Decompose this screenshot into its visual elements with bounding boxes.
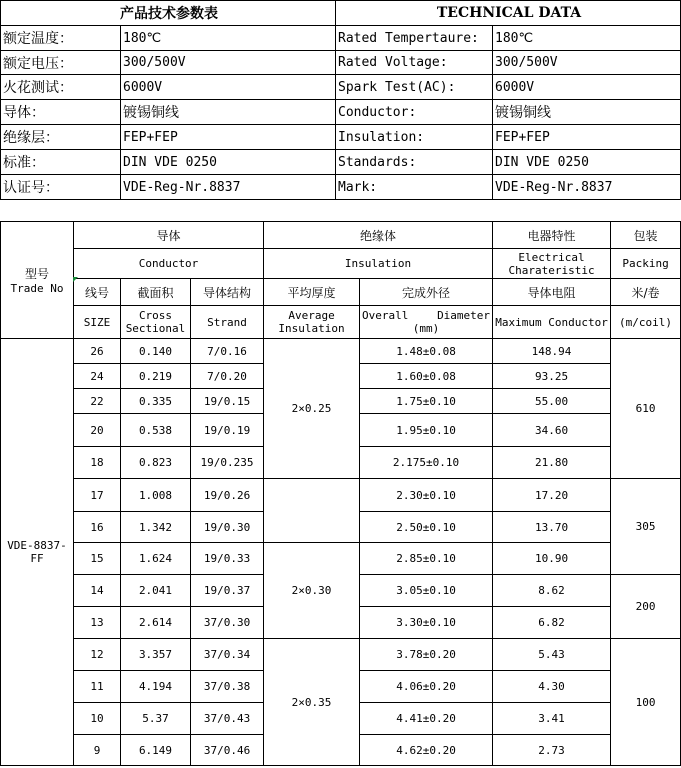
size-cell: 13 <box>74 607 121 639</box>
spec-en-label: Standards: <box>336 150 493 175</box>
size-cell: 18 <box>74 447 121 479</box>
res-cell: 55.00 <box>493 389 611 414</box>
od-cell: 3.30±0.10 <box>360 607 493 639</box>
od-cell: 2.85±0.10 <box>360 543 493 575</box>
cross-cell: 2.614 <box>121 607 191 639</box>
size-header-en: SIZE <box>74 306 121 339</box>
spec-cn-value: DIN VDE 0250 <box>121 150 336 175</box>
res-cell: 3.41 <box>493 703 611 735</box>
avg-group-cell: 2×0.35 <box>264 639 360 766</box>
conductor-group-cn: 导体 <box>74 222 264 249</box>
res-cell: 13.70 <box>493 512 611 543</box>
size-cell: 22 <box>74 389 121 414</box>
spec-row <box>1 26 681 51</box>
res-cell: 10.90 <box>493 543 611 575</box>
strand-cell: 37/0.34 <box>191 639 264 671</box>
spec-cn-label: 标准： <box>1 150 121 175</box>
cross-cell: 1.624 <box>121 543 191 575</box>
cell-comment-marker <box>73 277 78 282</box>
cross-cell: 2.041 <box>121 575 191 607</box>
spec-row <box>1 75 681 100</box>
spec-cn-value: FEP+FEP <box>121 125 336 150</box>
conductor-group-en: Conductor <box>74 249 264 279</box>
od-cell: 2.30±0.10 <box>360 479 493 512</box>
spec-row <box>1 100 681 125</box>
res-header-en: Maximum Conductor <box>493 306 611 339</box>
product-data-table <box>0 221 681 766</box>
od-cell: 2.50±0.10 <box>360 512 493 543</box>
strand-cell: 19/0.33 <box>191 543 264 575</box>
spec-cn-label: 导体： <box>1 100 121 125</box>
pack-header-cn: 米/卷 <box>611 279 681 306</box>
od-cell: 1.48±0.08 <box>360 339 493 364</box>
pack-group-cell: 305 <box>611 479 681 575</box>
res-cell: 2.73 <box>493 735 611 766</box>
model-header-cn: 型号 <box>24 267 49 281</box>
spec-en-label: Insulation: <box>336 125 493 150</box>
pack-header-en: (m/coil) <box>611 306 681 339</box>
packing-group-cn: 包装 <box>611 222 681 249</box>
od-cell: 3.05±0.10 <box>360 575 493 607</box>
pack-group-cell: 610 <box>611 339 681 479</box>
od-cell: 2.175±0.10 <box>360 447 493 479</box>
size-cell: 26 <box>74 339 121 364</box>
res-header-cn: 导体电阻 <box>493 279 611 306</box>
od-cell: 1.95±0.10 <box>360 414 493 447</box>
od-cell: 4.06±0.20 <box>360 671 493 703</box>
od-header-cn: 完成外径 <box>360 279 493 306</box>
spec-row <box>1 125 681 150</box>
table-row <box>1 543 681 575</box>
spec-en-value: FEP+FEP <box>493 125 681 150</box>
strand-cell: 19/0.26 <box>191 479 264 512</box>
model-header <box>1 222 74 339</box>
spec-cn-value: VDE-Reg-Nr.8837 <box>121 175 336 200</box>
group-header-cn-row <box>1 222 681 249</box>
spec-en-label: Rated Tempertaure: <box>336 26 493 51</box>
table-row <box>1 639 681 671</box>
spec-cn-value: 镀锡铜线 <box>121 100 336 125</box>
strand-cell: 37/0.43 <box>191 703 264 735</box>
table-row <box>1 339 681 364</box>
strand-cell: 19/0.19 <box>191 414 264 447</box>
size-cell: 15 <box>74 543 121 575</box>
spec-header-row <box>1 1 681 26</box>
model-value: VDE-8837-FF <box>1 339 74 766</box>
cross-cell: 5.37 <box>121 703 191 735</box>
spec-en-label: Spark Test(AC): <box>336 75 493 100</box>
size-cell: 10 <box>74 703 121 735</box>
od-cell: 4.62±0.20 <box>360 735 493 766</box>
cross-cell: 0.219 <box>121 364 191 389</box>
cross-cell: 0.538 <box>121 414 191 447</box>
spec-en-value: 300/500V <box>493 51 681 75</box>
size-cell: 16 <box>74 512 121 543</box>
spec-cn-label: 额定温度： <box>1 26 121 51</box>
spec-cn-label: 火花测试： <box>1 75 121 100</box>
avg-header-en: Average Insulation <box>264 306 360 339</box>
spec-en-value: 6000V <box>493 75 681 100</box>
spec-cn-label: 额定电压： <box>1 51 121 75</box>
strand-cell: 19/0.30 <box>191 512 264 543</box>
electrical-group-cn: 电器特性 <box>493 222 611 249</box>
size-cell: 20 <box>74 414 121 447</box>
cross-cell: 1.008 <box>121 479 191 512</box>
column-header-cn-row <box>1 279 681 306</box>
spec-en-label: Mark: <box>336 175 493 200</box>
cross-header-en: Cross Sectional <box>121 306 191 339</box>
res-cell: 148.94 <box>493 339 611 364</box>
spec-cn-value: 6000V <box>121 75 336 100</box>
cross-cell: 1.342 <box>121 512 191 543</box>
avg-group-cell: 2×0.25 <box>264 339 360 479</box>
strand-cell: 19/0.15 <box>191 389 264 414</box>
pack-group-cell: 100 <box>611 639 681 766</box>
spec-en-label: Conductor: <box>336 100 493 125</box>
spec-table <box>0 0 681 200</box>
size-cell: 9 <box>74 735 121 766</box>
strand-cell: 19/0.37 <box>191 575 264 607</box>
cross-cell: 0.140 <box>121 339 191 364</box>
size-header-cn: 线号 <box>74 279 121 306</box>
res-cell: 34.60 <box>493 414 611 447</box>
column-header-en-row <box>1 306 681 339</box>
od-cell: 1.75±0.10 <box>360 389 493 414</box>
od-header-en-2: Diameter <box>437 309 491 322</box>
packing-group-en: Packing <box>611 249 681 279</box>
strand-cell: 7/0.16 <box>191 339 264 364</box>
cross-cell: 6.149 <box>121 735 191 766</box>
spec-en-value: VDE-Reg-Nr.8837 <box>493 175 681 200</box>
spec-en-label: Rated Voltage: <box>336 51 493 75</box>
size-cell: 12 <box>74 639 121 671</box>
insulation-group-en: Insulation <box>264 249 493 279</box>
avg-group-cell: 2×0.30 <box>264 543 360 639</box>
size-cell: 11 <box>74 671 121 703</box>
pack-group-cell: 200 <box>611 575 681 639</box>
od-header-en <box>360 306 493 339</box>
cross-cell: 3.357 <box>121 639 191 671</box>
od-cell: 4.41±0.20 <box>360 703 493 735</box>
od-header-en-3: (mm) <box>412 322 440 335</box>
strand-header-en: Strand <box>191 306 264 339</box>
table-row <box>1 479 681 512</box>
avg-header-cn: 平均厚度 <box>264 279 360 306</box>
size-cell: 17 <box>74 479 121 512</box>
strand-cell: 37/0.30 <box>191 607 264 639</box>
res-cell: 5.43 <box>493 639 611 671</box>
spec-en-value: 镀锡铜线 <box>493 100 681 125</box>
strand-cell: 37/0.46 <box>191 735 264 766</box>
spec-en-value: 180℃ <box>493 26 681 51</box>
spec-title-en: TECHNICAL DATA <box>336 1 681 26</box>
res-cell: 8.62 <box>493 575 611 607</box>
cross-cell: 0.335 <box>121 389 191 414</box>
model-header-en: Trade No <box>10 282 64 295</box>
od-header-en-1: Overall <box>362 309 409 322</box>
res-cell: 6.82 <box>493 607 611 639</box>
size-cell: 24 <box>74 364 121 389</box>
avg-blank-cell <box>264 479 360 543</box>
res-cell: 21.80 <box>493 447 611 479</box>
spec-cn-value: 300/500V <box>121 51 336 75</box>
spec-row <box>1 175 681 200</box>
spec-cn-label: 认证号： <box>1 175 121 200</box>
spec-row <box>1 51 681 75</box>
strand-header-cn: 导体结构 <box>191 279 264 306</box>
res-cell: 17.20 <box>493 479 611 512</box>
spec-title-cn: 产品技术参数表 <box>1 1 336 26</box>
cross-cell: 4.194 <box>121 671 191 703</box>
strand-cell: 7/0.20 <box>191 364 264 389</box>
strand-cell: 37/0.38 <box>191 671 264 703</box>
cross-cell: 0.823 <box>121 447 191 479</box>
spec-en-value: DIN VDE 0250 <box>493 150 681 175</box>
od-cell: 1.60±0.08 <box>360 364 493 389</box>
cross-header-cn: 截面积 <box>121 279 191 306</box>
size-cell: 14 <box>74 575 121 607</box>
res-cell: 93.25 <box>493 364 611 389</box>
insulation-group-cn: 绝缘体 <box>264 222 493 249</box>
od-cell: 3.78±0.20 <box>360 639 493 671</box>
electrical-group-en: Electrical Charateristic <box>493 249 611 279</box>
res-cell: 4.30 <box>493 671 611 703</box>
spec-cn-value: 180℃ <box>121 26 336 51</box>
spec-row <box>1 150 681 175</box>
group-header-en-row <box>1 249 681 279</box>
spec-cn-label: 绝缘层： <box>1 125 121 150</box>
strand-cell: 19/0.235 <box>191 447 264 479</box>
